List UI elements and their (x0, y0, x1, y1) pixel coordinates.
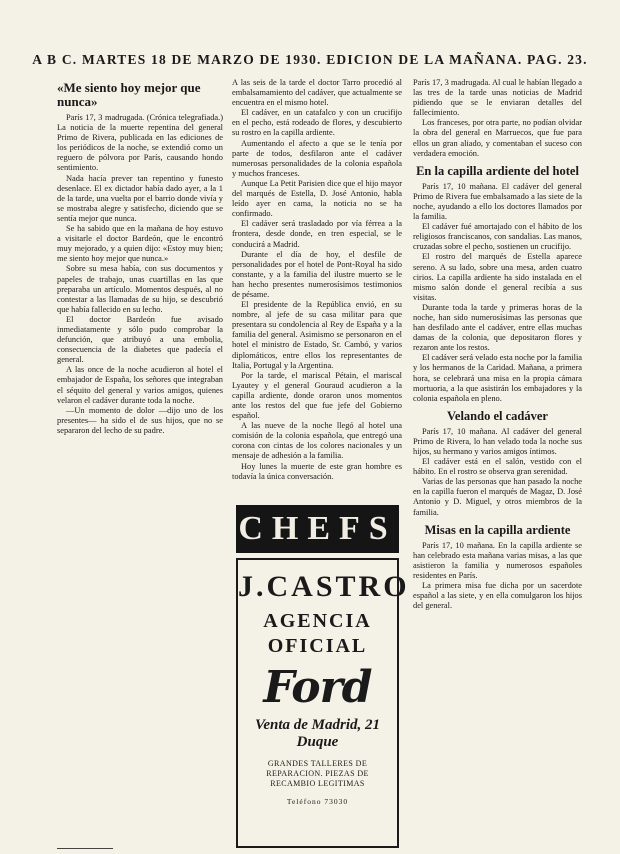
section-heading: Misas en la capilla ardiente (424, 522, 571, 537)
paragraph: El cadáver será velado esta noche por la familia y los hermanos de la Caridad. Mañana, a primera hora, se celebrará una misa en la propia cámara mortuoria, a la que asistirán los embajadores y la colonia española en pleno. (413, 353, 582, 403)
paragraph: El doctor Bardeón fue avisado inmediatamente y sólo pudo comprobar la defunción, que atribuyó a una embolia, consecuencia de la diabetes que padecía el general. (57, 314, 223, 365)
section-heading: En la capilla ardiente del hotel (416, 163, 579, 178)
paragraph: El cadáver será trasladado por vía férrea a la frontera, desde donde, en tren especial, se le conducirá a Madrid. (232, 219, 402, 249)
paragraph: El rostro del marqués de Estella aparece sereno. A su lado, sobre una mesa, arden cuatro cirios. La capilla ardiente ha sido instalada en el mismo salón donde el general recibía a sus visitas. (413, 252, 582, 302)
ad-slogan: Venta de Madrid, 21 Duque (254, 717, 380, 750)
headline: «Me siento hoy mejor que nunca» (57, 80, 201, 109)
ford-logo: Ford (263, 662, 372, 713)
page-header: A B C. MARTES 18 DE MARZO DE 1930. EDICION DE LA MAÑANA. PAG. 23. (32, 52, 588, 67)
column-right (413, 78, 582, 611)
paragraph: París 17, 3 madrugada. (Crónica telegrafiada.) La noticia de la muerte repentina del general Primo de Rivera, publicada en las ediciones de los periódicos de la noche, se extendió como un reguero de pólvora por París, causando hondo sentimiento. (57, 113, 223, 173)
paragraph: La primera misa fue dicha por un sacerdote español a las siete, y en ella comulgaron los hijos del general. (413, 581, 582, 611)
ad-agency-name: J.CASTRO (238, 570, 410, 603)
paragraph: Aunque La Petit Parisien dice que el hijo mayor del marqués de Estella, D. José Antonio, habla leído ayer en cama, la noticia no se ha confirmado. (232, 178, 402, 219)
section-heading: Velando el cadáver (447, 408, 548, 423)
paragraph: A las nueve de la noche llegó al hotel una comisión de la colonia española, que entregó una corona con cintas de los colores nacionales y un mensaje de adhesión a la familia. (232, 421, 402, 461)
paragraph: Durante toda la tarde y primeras horas de la noche, han sido numerosísimas las personas que han desfilado ante el cadáver, entre ellas muchas damas de la colonia, que depositaron flores y rezaron ante los restos. (413, 302, 582, 353)
ad-banner-top: CHEFS (236, 505, 399, 553)
paragraph: París 17, 10 mañana. En la capilla ardiente se han celebrado esta mañana varias misas, a las que asistieron la familia y numerosos españoles residentes en París. (413, 540, 582, 580)
paragraph: El presidente de la República envió, en su nombre, al jefe de su casa militar para que presentara su condolencia al Rey de España y a la familia del general. Asimismo se personaron en el hotel el ministro de Estado, Sr. Cambó, y varios diplomáticos, entre ellos los representantes de Italia, Portugal y la Argentina. (232, 300, 402, 370)
paragraph: —Un momento de dolor —dijo uno de los presentes— ha sido el de sus hijos, que no se separaron del lecho de su padre. (57, 405, 223, 435)
paragraph: A las seis de la tarde el doctor Tarro procedió al embalsamamiento del cadáver, que actualmente se encuentra en el mismo hotel. (232, 78, 402, 108)
paragraph: Los franceses, por otra parte, no podían olvidar la obra del general en Marruecos, que fue para ellos un gran aliado, y comentaban el suceso con verdadera emoción. (413, 118, 582, 158)
ad-line-oficial: OFICIAL (267, 635, 368, 657)
paragraph: El cadáver fué amortajado con el hábito de los religiosos franciscanos, con sandalias. Las manos, cruzadas sobre el pecho, sostienen un crucifijo. (413, 222, 582, 252)
paragraph: Sobre su mesa había, con sus documentos y papeles de trabajo, unas cuartillas en las que preparaba un artículo. Momentos después, al no contestar a las llamadas de su hijo, se descubrió que había fallecido en su lecho. (57, 264, 223, 314)
column-middle (232, 78, 402, 482)
paragraph: Aumentando el afecto a que se le tenía por parte de todos, desfilaron ante el cadáver numerosas personalidades de la colonia española y muchos franceses. (232, 138, 402, 178)
ford-agency-ad (236, 558, 410, 848)
bottom-rule (57, 848, 113, 849)
column-left (57, 78, 223, 436)
ad-line-agencia: AGENCIA (263, 610, 372, 632)
ad-phone: Teléfono 73030 (286, 797, 349, 806)
paragraph: Durante el día de hoy, el desfile de personalidades por el hotel de Pont-Royal ha sido constante, y a la familia del ilustre muerto se le han hecho presentes numerosísimos testimonios de pésame. (232, 249, 402, 299)
paragraph: Se ha sabido que en la mañana de hoy estuvo a visitarle el doctor Bardeón, que le encontró muy mejorado, y a quien dijo: «Estoy muy bien; me siento hoy mejor que nunca.» (57, 224, 223, 264)
paragraph: Varias de las personas que han pasado la noche en la capilla fueron el marqués de Magaz, D. José Antonio y D. Miguel, y otros miembros de la familia. (413, 477, 582, 517)
paragraph: El cadáver está en el salón, vestido con el hábito. En el rostro se observa gran serenidad. (413, 457, 582, 477)
paragraph: El cadáver, en un catafalco y con un crucifijo en el pecho, está rodeado de flores, y descubierto su rostro en la capilla ardiente. (232, 108, 402, 138)
paragraph: París 17, 3 madrugada. Al cual le habían llegado a las tres de la tarde unas noticias de Madrid pidiendo que se le enviaran detalles del fallecimiento. (413, 78, 582, 118)
ad-services: GRANDES TALLERES DE REPARACION. PIEZAS DE RECAMBIO LEGITIMAS (266, 759, 369, 788)
paragraph: Por la tarde, el mariscal Pétain, el mariscal Lyautey y el general Gouraud acudieron a la capilla ardiente, donde oraron unos momentos ante los restos del que fue jefe del Gobierno español. (232, 370, 402, 421)
paragraph: Hoy lunes la muerte de este gran hombre es todavía la única conversación. (232, 461, 402, 481)
paragraph: A las once de la noche acudieron al hotel el embajador de España, los señores que integraban el séquito del general y varios amigos, quienes velaron el cadáver durante toda la noche. (57, 365, 223, 405)
paragraph: París 17, 10 mañana. El cadáver del general Primo de Rivera fue embalsamado a las siete de la noche, ayudando a ello los doctores llamados por la familia. (413, 181, 582, 222)
paragraph: París 17, 10 mañana. Al cadáver del general Primo de Rivera, lo han velado toda la noche sus hijos, su hermano y varios amigos íntimos. (413, 426, 582, 456)
paragraph: Nada hacía prever tan repentino y funesto desenlace. El ex dictador había dado ayer, a la 1 de la tarde, una vuelta por el barrio donde vivía y se mostraba alegre y satisfecho, diciendo que se sentía mejor que nunca. (57, 173, 223, 223)
